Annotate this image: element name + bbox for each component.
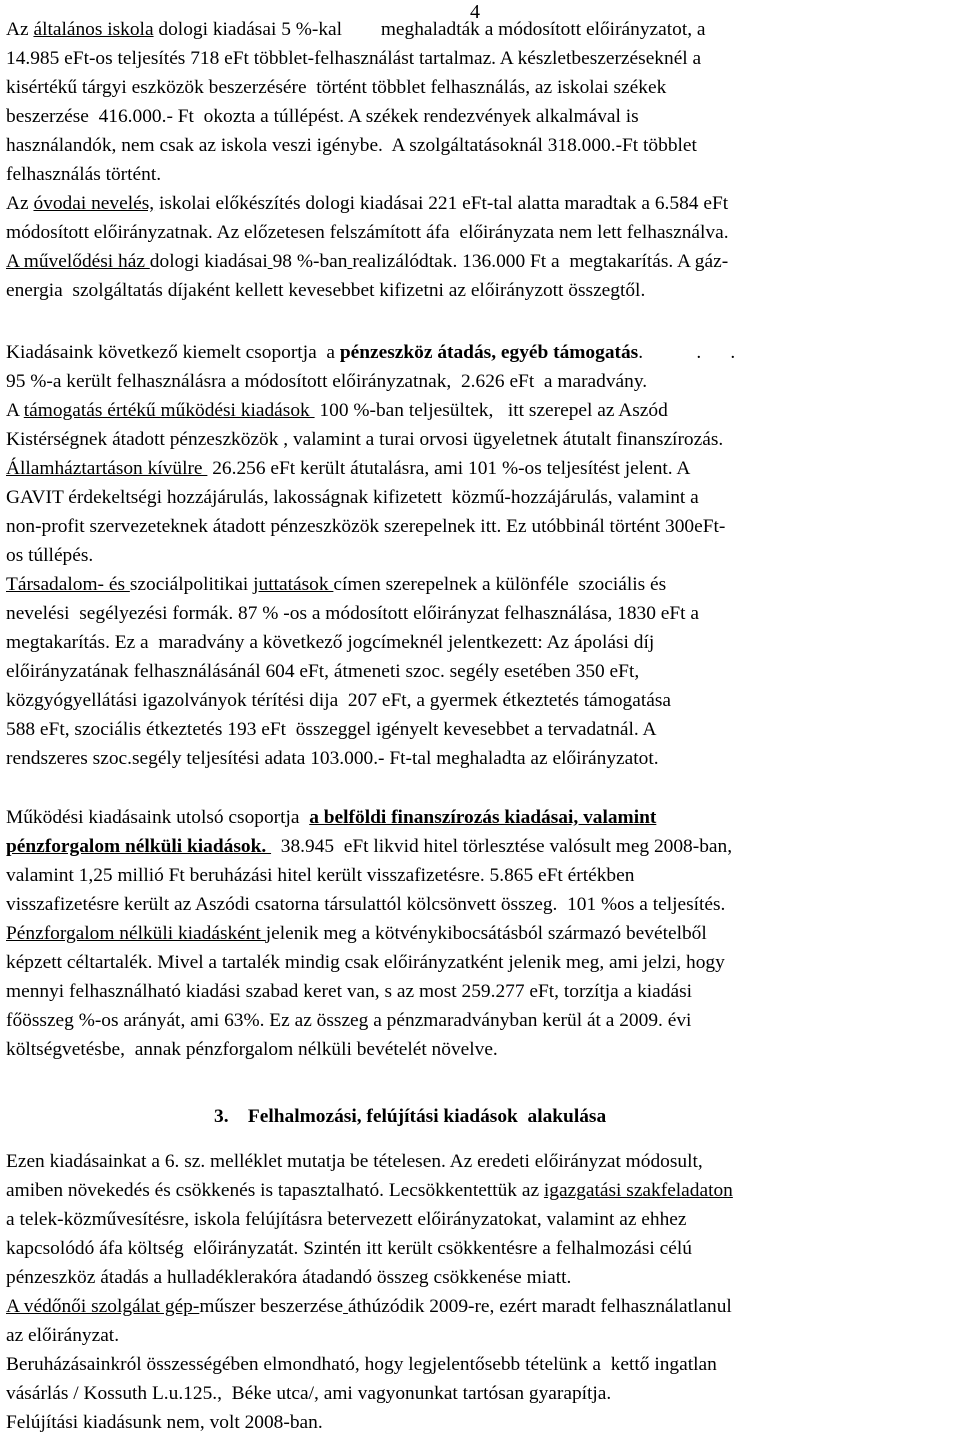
text-line bbox=[6, 660, 639, 684]
text-run: óvodai nevelés, bbox=[33, 193, 155, 214]
text-line bbox=[6, 221, 729, 245]
text-run: non-profit szervezeteknek átadott pénzeszközök szerepelnek itt. Ez utóbbinál történt 300eFt- bbox=[6, 516, 726, 537]
text-run: közgyógyellátási igazolványok térítési dija 207 eFt, a gyermek étkeztetés támogatása bbox=[6, 690, 671, 711]
text-line bbox=[6, 893, 725, 917]
text-run: főösszeg %-os arányát, ami 63%. Ez az összeg a pénzmaradványban kerül át a 2009. évi bbox=[6, 1010, 692, 1031]
text-run: 26.256 eFt került átutalásra, ami 101 %-os teljesítést jelent. A bbox=[207, 458, 691, 479]
text-run: használandók, nem csak az iskola veszi igénybe. A szolgáltatásoknál 318.000.-Ft többlet bbox=[6, 135, 697, 156]
text-line bbox=[6, 1179, 733, 1203]
text-run: általános iskola bbox=[33, 19, 154, 40]
text-line bbox=[6, 1266, 571, 1290]
text-line bbox=[6, 457, 690, 481]
section-heading: 3. Felhalmozási, felújítási kiadások alakulása bbox=[214, 1106, 607, 1127]
text-line bbox=[6, 134, 697, 158]
text-run: Államháztartáson kívülre bbox=[6, 458, 208, 479]
text-line bbox=[6, 602, 699, 626]
text-run: GAVIT érdekeltségi hozzájárulás, lakosságnak kifizetett közmű-hozzájárulás, valamint a bbox=[6, 487, 699, 508]
text-run: pénzeszköz átadás, egyéb támogatás bbox=[339, 342, 639, 363]
text-run: A védőnői szolgálat gép- bbox=[6, 1296, 200, 1317]
text-line bbox=[6, 1038, 498, 1062]
text-line bbox=[6, 105, 639, 129]
text-run: juttatások bbox=[253, 574, 334, 595]
text-run: Az bbox=[6, 19, 34, 40]
text-run: visszafizetésre került az Aszódi csatorna társulattól kölcsönvett összeg. 101 %os a teljesítés. bbox=[6, 894, 726, 915]
text-line bbox=[6, 515, 725, 539]
text-line bbox=[6, 951, 725, 975]
text-run: mennyi felhasználható kiadási szabad keret van, s az most 259.277 eFt, torzítja a kiadási bbox=[6, 981, 693, 1002]
text-run: vásárlás / Kossuth L.u.125., Béke utca/, ami vagyonunkat tartósan gyarapítja. bbox=[6, 1383, 612, 1404]
text-run: a telek-közművesítésre, iskola felújításra betervezett előirányzatokat, valamint az ehhez bbox=[6, 1209, 687, 1230]
text-run: az előirányzat. bbox=[6, 1325, 120, 1346]
text-line bbox=[6, 486, 699, 510]
text-line bbox=[6, 1295, 732, 1319]
text-line bbox=[6, 747, 659, 771]
text-run: igazgatási szakfeladaton bbox=[543, 1180, 733, 1201]
text-line bbox=[6, 250, 728, 274]
text-run: nevelési segélyezési formák. 87 % -os a módosított előirányzat felhasználása, 1830 eFt a bbox=[6, 603, 699, 624]
text-run: Kistérségnek átadott pénzeszközök , valamint a turai orvosi ügyeletnek átutalt finanszírozás. bbox=[6, 429, 724, 450]
text-run: szociálpolitikai bbox=[129, 574, 254, 595]
page-number: 4 bbox=[470, 1, 480, 23]
text-line bbox=[6, 1382, 611, 1406]
text-run: os túllépés. bbox=[6, 545, 94, 566]
text-run: 95 %-a került felhasználásra a módosított előirányzatnak, 2.626 eFt a maradvány. bbox=[6, 371, 648, 392]
text-line bbox=[6, 544, 93, 568]
text-run: pénzeszköz átadás a hulladéklerakóra átadandó összeg csökkenése miatt. bbox=[6, 1267, 572, 1288]
text-run: iskolai előkészítés dologi kiadásai 221 eFt-tal alatta maradtak a 6.584 eFt bbox=[154, 193, 729, 214]
text-run: 100 %-ban teljesültek, itt szerepel az Aszód bbox=[314, 400, 668, 421]
text-run: Beruházásainkról összességében elmondható, hogy legjelentősebb tételünk a kettő ingatlan bbox=[6, 1354, 717, 1375]
text-run: Ezen kiadásainkat a 6. sz. melléklet mutatja be tételesen. Az eredeti előirányzat módosult, bbox=[6, 1151, 703, 1172]
text-run: a belföldi finanszírozás kiadásai, valamint bbox=[309, 807, 657, 828]
text-line bbox=[6, 806, 656, 830]
text-line bbox=[6, 718, 656, 742]
text-line bbox=[6, 18, 706, 42]
text-run: Működési kiadásaink utolsó csoportja bbox=[6, 807, 310, 828]
text-line bbox=[6, 1237, 692, 1261]
text-run: Felújítási kiadásunk nem, volt 2008-ban. bbox=[6, 1412, 323, 1433]
text-run: képzett céltartalék. Mivel a tartalék mindig csak előirányzatként jelenik meg, ami jelzi, hogy bbox=[6, 952, 725, 973]
text-line bbox=[6, 1208, 687, 1232]
text-run: Pénzforgalom nélküli kiadásként bbox=[6, 923, 266, 944]
text-run: beszerzése 416.000.- Ft okozta a túllépést. A székek rendezvények alkalmával is bbox=[6, 106, 639, 127]
text-run: realizálódtak. 136.000 Ft a megtakarítás. A gáz- bbox=[352, 251, 729, 272]
text-run: műszer beszerzése bbox=[199, 1296, 344, 1317]
text-run: pénzforgalom nélküli kiadások. bbox=[6, 836, 272, 857]
text-run: Társadalom- és bbox=[6, 574, 130, 595]
text-run: Kiadásaink következő kiemelt csoportja a bbox=[6, 342, 340, 363]
text-line bbox=[6, 922, 707, 946]
text-run: kisértékű tárgyi eszközök beszerzésére történt többlet felhasználás, az iskolai székek bbox=[6, 77, 667, 98]
text-run: Az bbox=[6, 193, 34, 214]
text-run: felhasználás történt. bbox=[6, 164, 162, 185]
text-run: 588 eFt, szociális étkeztetés 193 eFt összeggel igényelt kevesebbet a tervadatnál. A bbox=[6, 719, 657, 740]
text-run: költségvetésbe, annak pénzforgalom nélküli bevételét növelve. bbox=[6, 1039, 498, 1060]
text-line bbox=[6, 689, 671, 713]
text-line bbox=[6, 370, 647, 394]
text-run: valamint 1,25 millió Ft beruházási hitel került visszafizetésre. 5.865 eFt értékben bbox=[6, 865, 635, 886]
text-line bbox=[6, 341, 735, 365]
text-run: dologi kiadásai bbox=[149, 251, 268, 272]
text-run: amiben növekedés és csökkenés is tapasztalható. Lecsökkentettük az bbox=[6, 1180, 544, 1201]
text-line bbox=[6, 631, 654, 655]
text-line bbox=[6, 1324, 119, 1348]
text-line bbox=[6, 47, 701, 71]
text-run: módosított előirányzatnak. Az előzetesen felszámított áfa előirányzata nem lett felhasználva. bbox=[6, 222, 729, 243]
text-line bbox=[6, 428, 723, 452]
text-line bbox=[6, 163, 161, 187]
text-line bbox=[6, 835, 732, 859]
text-run: A művelődési ház bbox=[6, 251, 150, 272]
text-line bbox=[6, 573, 666, 597]
text-line bbox=[6, 864, 634, 888]
text-run: energia szolgáltatás díjaként kellett kevesebbet kifizetni az előirányzott összegtől. bbox=[6, 280, 646, 301]
text-line bbox=[6, 1411, 323, 1435]
text-line bbox=[6, 76, 666, 100]
text-line bbox=[6, 279, 645, 303]
text-run: 14.985 eFt-os teljesítés 718 eFt többlet-felhasználást tartalmaz. A készletbeszerzéseknél a bbox=[6, 48, 702, 69]
text-run: rendszeres szoc.segély teljesítési adata 103.000.- Ft-tal meghaladta az előirányzatot. bbox=[6, 748, 659, 769]
text-run: előirányzatának felhasználásánál 604 eFt, átmeneti szoc. segély esetében 350 eFt, bbox=[6, 661, 640, 682]
text-run: kapcsolódó áfa költség előirányzatát. Szintén itt került csökkentésre a felhalmozási célú bbox=[6, 1238, 692, 1259]
text-run: 38.945 eFt likvid hitel törlesztése valósult meg 2008-ban, bbox=[271, 836, 733, 857]
text-run: áthúzódik 2009-re, ezért maradt felhasználatlanul bbox=[347, 1296, 732, 1317]
text-line bbox=[6, 192, 728, 216]
text-run: címen szerepelnek a különféle szociális és bbox=[333, 574, 667, 595]
text-line bbox=[6, 399, 668, 423]
text-run: A bbox=[6, 400, 24, 421]
text-line bbox=[6, 980, 692, 1004]
text-run: megtakarítás. Ez a maradvány a következő jogcímeknél jelentkezett: Az ápolási díj bbox=[6, 632, 655, 653]
text-line bbox=[6, 1353, 717, 1377]
text-run: támogatás értékű működési kiadások bbox=[23, 400, 315, 421]
text-run: dologi kiadásai 5 %-kal meghaladták a módosított előirányzatot, a bbox=[153, 19, 706, 40]
text-line bbox=[6, 1150, 703, 1174]
text-run: 98 %-ban bbox=[272, 251, 348, 272]
text-line bbox=[6, 1009, 691, 1033]
text-run: jelenik meg a kötvénykibocsátásból származó bevételből bbox=[265, 923, 707, 944]
text-run: . . . bbox=[638, 342, 736, 363]
